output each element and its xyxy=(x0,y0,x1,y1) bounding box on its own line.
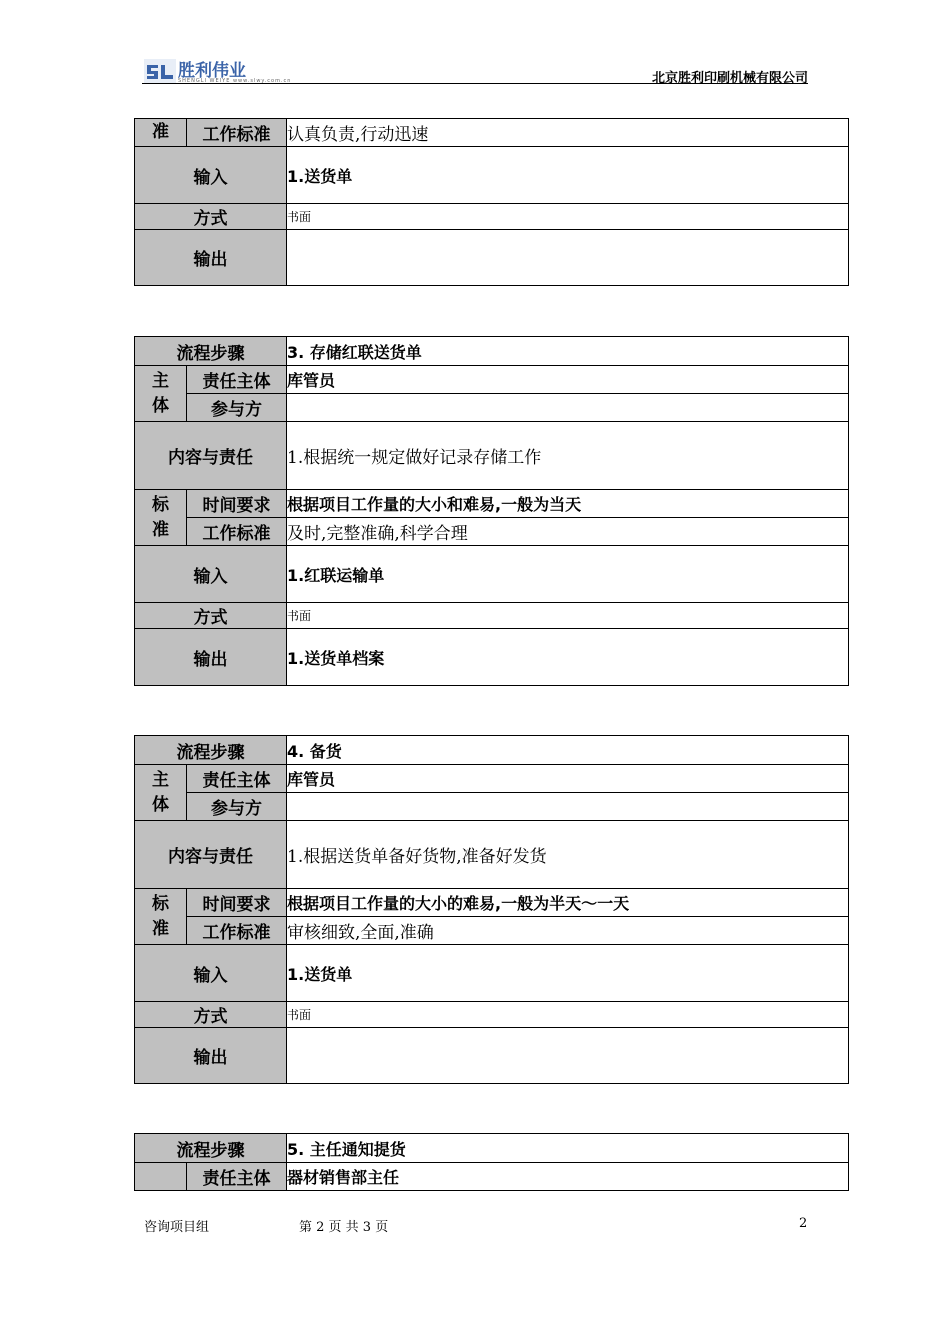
header-divider xyxy=(142,83,808,84)
subject-label-top: 主 xyxy=(152,769,169,790)
responsible-label: 责任主体 xyxy=(187,765,287,793)
output-label: 输出 xyxy=(135,1028,287,1084)
step-label: 流程步骤 xyxy=(135,736,287,765)
subject-label xyxy=(135,366,187,422)
content-label: 内容与责任 xyxy=(135,821,287,889)
work-std-value: 及时,完整准确,科学合理 xyxy=(287,518,849,546)
work-std-label: 工作标准 xyxy=(187,917,287,945)
footer-page-info: 第 2 页 共 3 页 xyxy=(299,1220,389,1235)
subject-label xyxy=(135,765,187,821)
participant-value xyxy=(287,394,849,422)
step-value: 3. 存储红联送货单 xyxy=(287,337,849,366)
standard-label xyxy=(135,889,187,945)
method-value: 书面 xyxy=(287,204,849,230)
step-value: 4. 备货 xyxy=(287,736,849,765)
responsible-value: 库管员 xyxy=(287,765,849,793)
method-value: 书面 xyxy=(287,1002,849,1028)
standard-label-top: 标 xyxy=(152,494,169,515)
process-table-step-3 xyxy=(134,336,849,686)
responsible-label: 责任主体 xyxy=(187,366,287,394)
method-label: 方式 xyxy=(135,204,287,230)
subject-label-empty xyxy=(135,1163,187,1191)
standard-label-top: 标 xyxy=(152,893,169,914)
step-label: 流程步骤 xyxy=(135,1134,287,1163)
participant-value xyxy=(287,793,849,821)
step-value: 5. 主任通知提货 xyxy=(287,1134,849,1163)
work-std-value: 认真负责,行动迅速 xyxy=(287,119,849,147)
output-label: 输出 xyxy=(135,230,287,286)
method-label: 方式 xyxy=(135,603,287,629)
responsible-label: 责任主体 xyxy=(187,1163,287,1191)
standard-label-bottom: 准 xyxy=(152,918,169,939)
time-req-label: 时间要求 xyxy=(187,490,287,518)
footer-page-number: 2 xyxy=(799,1216,808,1231)
participant-label: 参与方 xyxy=(187,793,287,821)
method-value: 书面 xyxy=(287,603,849,629)
standard-label xyxy=(135,490,187,546)
work-std-label: 工作标准 xyxy=(187,119,287,147)
time-req-value: 根据项目工作量的大小的难易,一般为半天～一天 xyxy=(287,889,849,917)
footer-group: 咨询项目组 xyxy=(144,1220,210,1235)
standard-label-bottom: 准 xyxy=(152,519,169,540)
process-table-continued xyxy=(134,118,849,286)
time-req-value: 根据项目工作量的大小和难易,一般为当天 xyxy=(287,490,849,518)
process-table-step-5 xyxy=(134,1133,849,1191)
responsible-value: 库管员 xyxy=(287,366,849,394)
participant-label: 参与方 xyxy=(187,394,287,422)
input-label: 输入 xyxy=(135,147,287,204)
input-value: 1.送货单 xyxy=(287,945,849,1002)
page-header xyxy=(142,54,808,88)
time-req-label: 时间要求 xyxy=(187,889,287,917)
logo-subtext: SHENGLI WEIYE www.slwy.com.cn xyxy=(178,78,292,84)
process-table-step-4 xyxy=(134,735,849,1084)
method-label: 方式 xyxy=(135,1002,287,1028)
standard-label-tail: 准 xyxy=(135,119,187,147)
content-value: 1.根据统一规定做好记录存储工作 xyxy=(287,422,849,490)
step-label: 流程步骤 xyxy=(135,337,287,366)
work-std-value: 审核细致,全面,准确 xyxy=(287,917,849,945)
content-value: 1.根据送货单备好货物,准备好发货 xyxy=(287,821,849,889)
input-label: 输入 xyxy=(135,945,287,1002)
input-value: 1.红联运输单 xyxy=(287,546,849,603)
output-label: 输出 xyxy=(135,629,287,686)
logo-text: 胜利伟业 xyxy=(178,61,246,81)
subject-label-top: 主 xyxy=(152,370,169,391)
subject-label-bottom: 体 xyxy=(152,395,169,416)
company-name: 北京胜利印刷机械有限公司 xyxy=(651,71,808,86)
output-value: 1.送货单档案 xyxy=(287,629,849,686)
content-label: 内容与责任 xyxy=(135,422,287,490)
input-value: 1.送货单 xyxy=(287,147,849,204)
logo-mark-icon xyxy=(144,59,176,83)
output-value xyxy=(287,230,849,286)
work-std-label: 工作标准 xyxy=(187,518,287,546)
responsible-value: 器材销售部主任 xyxy=(287,1163,849,1191)
output-value xyxy=(287,1028,849,1084)
input-label: 输入 xyxy=(135,546,287,603)
subject-label-bottom: 体 xyxy=(152,794,169,815)
